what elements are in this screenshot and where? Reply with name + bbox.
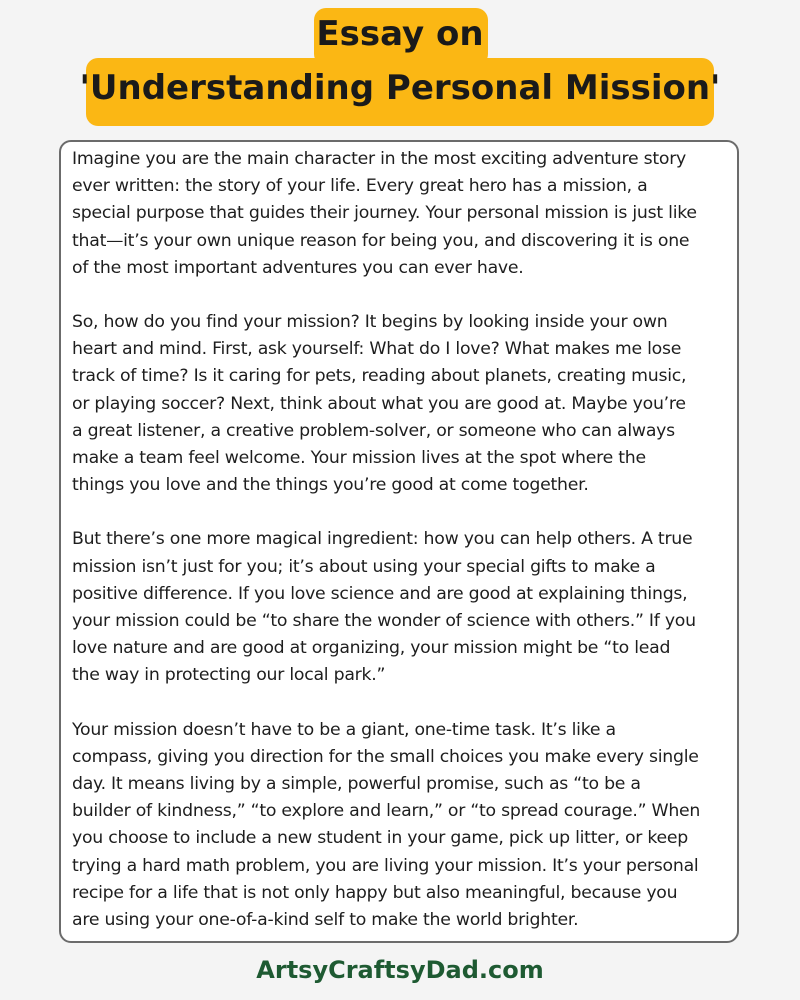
- essay-line: special purpose that guides their journey. Your personal mission is just like: [72, 203, 697, 224]
- essay-line: compass, giving you direction for the small choices you make every single: [72, 746, 699, 767]
- essay-line: make a team feel welcome. Your mission lives at the spot where the: [72, 448, 646, 469]
- essay-line: track of time? Is it caring for pets, reading about planets, creating music,: [72, 366, 687, 387]
- essay-body: [72, 146, 732, 961]
- essay-line: positive difference. If you love science and are good at explaining things,: [72, 583, 688, 604]
- essay-line: love nature and are good at organizing, your mission might be “to lead: [72, 638, 671, 659]
- essay-line: trying a hard math problem, you are living your mission. It’s your personal: [72, 855, 699, 876]
- essay-line: a great listener, a creative problem-solver, or someone who can always: [72, 420, 675, 441]
- essay-paragraph: [72, 309, 732, 499]
- essay-paragraph: [72, 526, 732, 689]
- essay-line: or playing soccer? Next, think about what you are good at. Maybe you’re: [72, 393, 686, 414]
- essay-line: So, how do you find your mission? It begins by looking inside your own: [72, 312, 668, 333]
- essay-line: mission isn’t just for you; it’s about using your special gifts to make a: [72, 556, 656, 577]
- essay-line: the way in protecting our local park.”: [72, 665, 386, 686]
- essay-paragraph: [72, 146, 732, 282]
- title-line-2: 'Understanding Personal Mission': [79, 68, 721, 108]
- title-line-1: Essay on: [316, 14, 484, 54]
- essay-line: ever written: the story of your life. Every great hero has a mission, a: [72, 176, 648, 197]
- essay-line: Imagine you are the main character in the most exciting adventure story: [72, 149, 687, 169]
- essay-line: your mission could be “to share the wonder of science with others.” If you: [72, 611, 696, 632]
- essay-line: heart and mind. First, ask yourself: What do I love? What makes me lose: [72, 339, 682, 360]
- essay-line: recipe for a life that is not only happy but also meaningful, because you: [72, 882, 678, 903]
- essay-line: builder of kindness,” “to explore and learn,” or “to spread courage.” When: [72, 801, 701, 822]
- essay-line: Your mission doesn’t have to be a giant, one-time task. It’s like a: [72, 719, 616, 740]
- essay-line: day. It means living by a simple, powerful promise, such as “to be a: [72, 774, 641, 795]
- essay-line: things you love and the things you’re good at come together.: [72, 475, 589, 496]
- essay-line: But there’s one more magical ingredient: how you can help others. A true: [72, 529, 693, 550]
- essay-paragraph: [72, 717, 732, 935]
- essay-line: that—it’s your own unique reason for being you, and discovering it is one: [72, 230, 690, 251]
- essay-line: of the most important adventures you can ever have.: [72, 257, 524, 278]
- essay-line: are using your one-of-a-kind self to make the world brighter.: [72, 910, 579, 931]
- site-footer: ArtsyCraftsyDad.com: [256, 956, 544, 984]
- essay-line: you choose to include a new student in your game, pick up litter, or keep: [72, 828, 688, 849]
